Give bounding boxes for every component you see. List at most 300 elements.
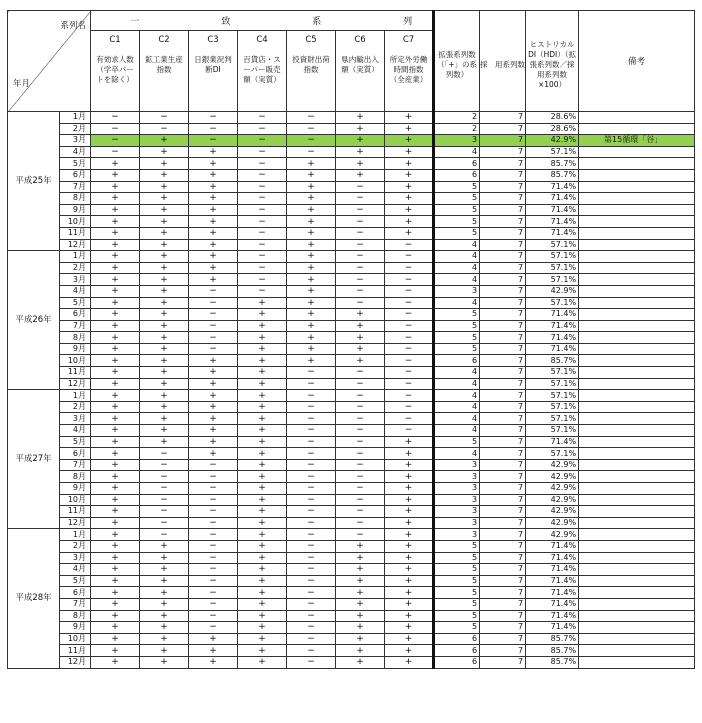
year-label: 平成25年 (8, 112, 60, 251)
sign-cell: + (189, 425, 238, 437)
sign-cell: + (287, 239, 336, 251)
hdi-cell: 42.9% (526, 459, 579, 471)
sign-cell: + (140, 332, 189, 344)
sign-cell: − (238, 262, 287, 274)
sign-cell: − (140, 459, 189, 471)
remarks-cell (579, 633, 695, 645)
month-cell: 7月 (60, 181, 91, 193)
sign-cell: + (385, 227, 434, 239)
sign-cell: + (189, 448, 238, 460)
month-cell: 10月 (60, 633, 91, 645)
sign-cell: + (140, 239, 189, 251)
hdi-header: ヒストリカルDI（HDI）（拡張系列数／採用系列数×100） (526, 11, 579, 112)
sign-cell: − (189, 517, 238, 529)
month-cell: 8月 (60, 193, 91, 205)
sign-cell: − (336, 390, 385, 402)
sign-cell: − (189, 610, 238, 622)
series-header-c4 (238, 31, 287, 112)
adopted-count-cell: 7 (480, 343, 526, 355)
sign-cell: + (140, 598, 189, 610)
sign-cell: + (189, 227, 238, 239)
ext-count-cell: 5 (434, 181, 480, 193)
table-row (8, 598, 695, 610)
table-row (8, 564, 695, 576)
sign-cell: − (287, 135, 336, 147)
remarks-cell (579, 355, 695, 367)
sign-cell: − (189, 135, 238, 147)
sign-cell: + (287, 309, 336, 321)
sign-cell: + (91, 332, 140, 344)
year-label: 平成27年 (8, 390, 60, 529)
remarks-cell (579, 112, 695, 124)
sign-cell: + (385, 598, 434, 610)
sign-cell: − (336, 204, 385, 216)
sign-cell: − (189, 285, 238, 297)
remarks-cell (579, 204, 695, 216)
sign-cell: + (238, 552, 287, 564)
sign-cell: − (336, 239, 385, 251)
remarks-cell (579, 367, 695, 379)
month-cell: 6月 (60, 448, 91, 460)
table-row (8, 448, 695, 460)
month-cell: 3月 (60, 552, 91, 564)
sign-cell: + (140, 285, 189, 297)
remarks-cell (579, 494, 695, 506)
sign-cell: − (287, 483, 336, 495)
table-row (8, 309, 695, 321)
sign-cell: − (238, 181, 287, 193)
hdi-cell: 71.4% (526, 181, 579, 193)
sign-cell: − (189, 112, 238, 124)
month-cell: 5月 (60, 158, 91, 170)
ext-count-cell: 5 (434, 309, 480, 321)
remarks-cell (579, 239, 695, 251)
ext-count-cell: 5 (434, 204, 480, 216)
sign-cell: + (91, 506, 140, 518)
table-row (8, 378, 695, 390)
sign-cell: + (91, 587, 140, 599)
remarks-cell (579, 587, 695, 599)
sign-cell: − (287, 436, 336, 448)
table-row (8, 262, 695, 274)
sign-cell: + (189, 158, 238, 170)
table-row (8, 158, 695, 170)
series-header-c7 (385, 31, 434, 112)
sign-cell: + (189, 367, 238, 379)
sign-cell: − (287, 378, 336, 390)
sign-cell: + (140, 297, 189, 309)
sign-cell: + (140, 401, 189, 413)
remarks-cell (579, 540, 695, 552)
month-cell: 12月 (60, 517, 91, 529)
series-description: 日銀業況判断DI (194, 55, 232, 74)
series-description: 鉱工業生産指数 (145, 55, 183, 74)
month-cell: 10月 (60, 355, 91, 367)
sign-cell: − (238, 251, 287, 263)
sign-cell: − (287, 529, 336, 541)
series-header-c6 (336, 31, 385, 112)
adopted-count-cell: 7 (480, 251, 526, 263)
sign-cell: + (287, 169, 336, 181)
adopted-count-cell: 7 (480, 309, 526, 321)
sign-cell: + (336, 309, 385, 321)
sign-cell: + (385, 622, 434, 634)
adopted-count-cell: 7 (480, 332, 526, 344)
series-code: C6 (354, 35, 366, 45)
table-row (8, 645, 695, 657)
sign-cell: + (91, 529, 140, 541)
sign-cell: − (238, 123, 287, 135)
sign-cell: − (238, 239, 287, 251)
sign-cell: − (336, 216, 385, 228)
month-cell: 8月 (60, 332, 91, 344)
sign-cell: + (140, 552, 189, 564)
corner-header (8, 11, 91, 112)
sign-cell: + (336, 552, 385, 564)
sign-cell: + (91, 390, 140, 402)
remarks-cell (579, 656, 695, 668)
ext-count-cell: 4 (434, 274, 480, 286)
title-char: 系 (312, 17, 322, 27)
month-cell: 4月 (60, 564, 91, 576)
ext-count-cell: 6 (434, 633, 480, 645)
sign-cell: + (336, 575, 385, 587)
ext-count-cell: 6 (434, 645, 480, 657)
month-cell: 12月 (60, 239, 91, 251)
sign-cell: + (385, 633, 434, 645)
sign-cell: + (91, 494, 140, 506)
month-cell: 12月 (60, 656, 91, 668)
sign-cell: − (385, 274, 434, 286)
sign-cell: − (189, 332, 238, 344)
sign-cell: − (336, 506, 385, 518)
ext-count-cell: 3 (434, 135, 480, 147)
sign-cell: + (91, 448, 140, 460)
sign-cell: + (238, 633, 287, 645)
remarks-cell (579, 506, 695, 518)
sign-cell: + (385, 135, 434, 147)
sign-cell: − (189, 506, 238, 518)
month-cell: 5月 (60, 297, 91, 309)
ext-count-cell: 4 (434, 297, 480, 309)
sign-cell: + (140, 274, 189, 286)
series-description: 県内輸出入額（実質） (341, 55, 379, 74)
series-header-c5 (287, 31, 336, 112)
sign-cell: + (189, 436, 238, 448)
sign-cell: + (336, 332, 385, 344)
sign-cell: − (336, 378, 385, 390)
sign-cell: + (91, 320, 140, 332)
sign-cell: + (189, 355, 238, 367)
adopted-count-cell: 7 (480, 494, 526, 506)
sign-cell: + (91, 309, 140, 321)
sign-cell: − (385, 355, 434, 367)
sign-cell: − (238, 169, 287, 181)
sign-cell: + (91, 251, 140, 263)
adopted-count-cell: 7 (480, 598, 526, 610)
sign-cell: − (238, 285, 287, 297)
sign-cell: + (238, 378, 287, 390)
title-char: 一 (130, 17, 140, 27)
remarks-cell (579, 401, 695, 413)
series-code: C5 (305, 35, 317, 45)
adopted-count-cell: 7 (480, 262, 526, 274)
sign-cell: + (91, 297, 140, 309)
sign-cell: − (385, 285, 434, 297)
ext-count-cell: 5 (434, 343, 480, 355)
table-row (8, 436, 695, 448)
sign-cell: − (238, 204, 287, 216)
sign-cell: − (140, 506, 189, 518)
ext-count-cell: 4 (434, 146, 480, 158)
month-cell: 1月 (60, 529, 91, 541)
sign-cell: + (91, 193, 140, 205)
ext-count-cell: 3 (434, 459, 480, 471)
sign-cell: + (140, 146, 189, 158)
sign-cell: + (91, 575, 140, 587)
table-row (8, 575, 695, 587)
sign-cell: − (287, 564, 336, 576)
sign-cell: − (91, 135, 140, 147)
sign-cell: + (238, 459, 287, 471)
remarks-cell (579, 390, 695, 402)
month-cell: 10月 (60, 216, 91, 228)
sign-cell: + (287, 320, 336, 332)
remarks-cell (579, 216, 695, 228)
sign-cell: − (336, 483, 385, 495)
hdi-cell: 57.1% (526, 367, 579, 379)
table-row (8, 123, 695, 135)
table-row (8, 494, 695, 506)
ext-count-cell: 6 (434, 656, 480, 668)
series-description: 有効求人数（学卒パートを除く） (96, 55, 134, 84)
ext-count-cell: 2 (434, 112, 480, 124)
sign-cell: − (287, 517, 336, 529)
sign-cell: − (336, 274, 385, 286)
sign-cell: + (189, 193, 238, 205)
sign-cell: + (336, 610, 385, 622)
sign-cell: + (238, 367, 287, 379)
sign-cell: + (385, 158, 434, 170)
month-cell: 11月 (60, 506, 91, 518)
series-header-c2 (140, 31, 189, 112)
sign-cell: − (336, 367, 385, 379)
sign-cell: + (140, 587, 189, 599)
sign-cell: − (140, 529, 189, 541)
sign-cell: + (238, 471, 287, 483)
sign-cell: + (238, 320, 287, 332)
table-row (8, 587, 695, 599)
sign-cell: − (287, 367, 336, 379)
sign-cell: + (336, 320, 385, 332)
adopted-count-cell: 7 (480, 367, 526, 379)
sign-cell: − (189, 564, 238, 576)
adopted-count-cell: 7 (480, 320, 526, 332)
adopted-count-cell: 7 (480, 425, 526, 437)
sign-cell: + (385, 146, 434, 158)
table-row (8, 274, 695, 286)
remarks-cell (579, 378, 695, 390)
sign-cell: + (91, 169, 140, 181)
adopted-count-cell: 7 (480, 448, 526, 460)
sign-cell: + (287, 332, 336, 344)
sign-cell: + (189, 656, 238, 668)
sign-cell: − (189, 471, 238, 483)
sign-cell: − (140, 448, 189, 460)
remarks-cell (579, 320, 695, 332)
adopted-count-cell: 7 (480, 610, 526, 622)
sign-cell: − (287, 123, 336, 135)
sign-cell: − (287, 471, 336, 483)
month-cell: 8月 (60, 610, 91, 622)
adopted-count-cell: 7 (480, 564, 526, 576)
adopted-count-cell: 7 (480, 285, 526, 297)
sign-cell: − (336, 529, 385, 541)
sign-cell: − (336, 285, 385, 297)
hdi-cell: 71.4% (526, 552, 579, 564)
table-row (8, 633, 695, 645)
sign-cell: − (287, 552, 336, 564)
sign-cell: + (287, 204, 336, 216)
sign-cell: + (385, 552, 434, 564)
hdi-cell: 71.4% (526, 610, 579, 622)
remarks-cell (579, 262, 695, 274)
remarks-cell (579, 645, 695, 657)
sign-cell: + (287, 285, 336, 297)
month-cell: 11月 (60, 367, 91, 379)
sign-cell: + (238, 575, 287, 587)
sign-cell: + (91, 471, 140, 483)
sign-cell: + (189, 390, 238, 402)
adopted-count-cell: 7 (480, 459, 526, 471)
adopted-count-cell: 7 (480, 401, 526, 413)
hdi-cell: 42.9% (526, 494, 579, 506)
sign-cell: + (91, 436, 140, 448)
sign-cell: − (385, 297, 434, 309)
table-row (8, 146, 695, 158)
sign-cell: + (336, 355, 385, 367)
sign-cell: + (385, 645, 434, 657)
remarks-cell (579, 193, 695, 205)
sign-cell: − (189, 483, 238, 495)
sign-cell: + (140, 540, 189, 552)
year-label: 平成28年 (8, 529, 60, 668)
sign-cell: + (336, 112, 385, 124)
ext-count-cell: 4 (434, 262, 480, 274)
coincident-series-title (91, 11, 434, 31)
sign-cell: + (238, 656, 287, 668)
ext-count-cell: 5 (434, 575, 480, 587)
sign-cell: + (140, 343, 189, 355)
ext-count-cell: 3 (434, 517, 480, 529)
sign-cell: − (140, 112, 189, 124)
adopted-count-cell: 7 (480, 135, 526, 147)
sign-cell: − (336, 517, 385, 529)
sign-cell: − (238, 146, 287, 158)
sign-cell: − (140, 517, 189, 529)
sign-cell: + (91, 610, 140, 622)
month-cell: 7月 (60, 320, 91, 332)
remarks-cell (579, 552, 695, 564)
month-cell: 1月 (60, 251, 91, 263)
sign-cell: + (91, 274, 140, 286)
sign-cell: − (238, 158, 287, 170)
sign-cell: + (91, 425, 140, 437)
adopted-count-cell: 7 (480, 587, 526, 599)
sign-cell: + (189, 633, 238, 645)
sign-cell: − (140, 471, 189, 483)
sign-cell: − (189, 320, 238, 332)
series-description: 百貨店・スーパー販売額（実質） (243, 55, 281, 84)
sign-cell: + (140, 367, 189, 379)
hdi-cell: 71.4% (526, 204, 579, 216)
sign-cell: − (385, 390, 434, 402)
sign-cell: + (385, 494, 434, 506)
sign-cell: + (336, 656, 385, 668)
sign-cell: + (336, 169, 385, 181)
month-cell: 9月 (60, 483, 91, 495)
adopted-count-cell: 7 (480, 471, 526, 483)
month-cell: 2月 (60, 401, 91, 413)
table-row (8, 390, 695, 402)
sign-cell: + (91, 633, 140, 645)
sign-cell: − (140, 123, 189, 135)
sign-cell: − (189, 343, 238, 355)
sign-cell: + (140, 390, 189, 402)
hdi-cell: 42.9% (526, 529, 579, 541)
hdi-cell: 71.4% (526, 436, 579, 448)
adopted-count-cell: 7 (480, 390, 526, 402)
hdi-cell: 71.4% (526, 227, 579, 239)
sign-cell: − (189, 587, 238, 599)
ext-count-cell: 5 (434, 564, 480, 576)
adopted-count-cell: 7 (480, 436, 526, 448)
sign-cell: + (189, 251, 238, 263)
sign-cell: + (287, 181, 336, 193)
sign-cell: − (385, 413, 434, 425)
adopted-count-cell: 7 (480, 204, 526, 216)
table-row (8, 540, 695, 552)
title-char: 致 (221, 17, 231, 27)
sign-cell: + (336, 564, 385, 576)
series-description: 所定外労働時間指数（全産業） (389, 55, 428, 84)
month-cell: 2月 (60, 262, 91, 274)
ext-count-cell: 2 (434, 123, 480, 135)
sign-cell: + (385, 112, 434, 124)
ext-count-cell: 5 (434, 598, 480, 610)
sign-cell: + (287, 297, 336, 309)
month-cell: 7月 (60, 598, 91, 610)
hdi-cell: 71.4% (526, 598, 579, 610)
sign-cell: + (385, 587, 434, 599)
ext-count-cell: 5 (434, 436, 480, 448)
remarks-cell (579, 610, 695, 622)
sign-cell: + (140, 436, 189, 448)
sign-cell: − (385, 425, 434, 437)
month-cell: 8月 (60, 471, 91, 483)
remarks-cell (579, 169, 695, 181)
ext-count-cell: 5 (434, 610, 480, 622)
adopted-count-cell: 7 (480, 239, 526, 251)
remarks-cell (579, 285, 695, 297)
sign-cell: − (189, 622, 238, 634)
hdi-cell: 42.9% (526, 135, 579, 147)
adopted-count-cell: 7 (480, 227, 526, 239)
hdi-cell: 85.7% (526, 645, 579, 657)
month-cell: 6月 (60, 587, 91, 599)
adopted-count-cell: 7 (480, 181, 526, 193)
sign-cell: + (238, 598, 287, 610)
